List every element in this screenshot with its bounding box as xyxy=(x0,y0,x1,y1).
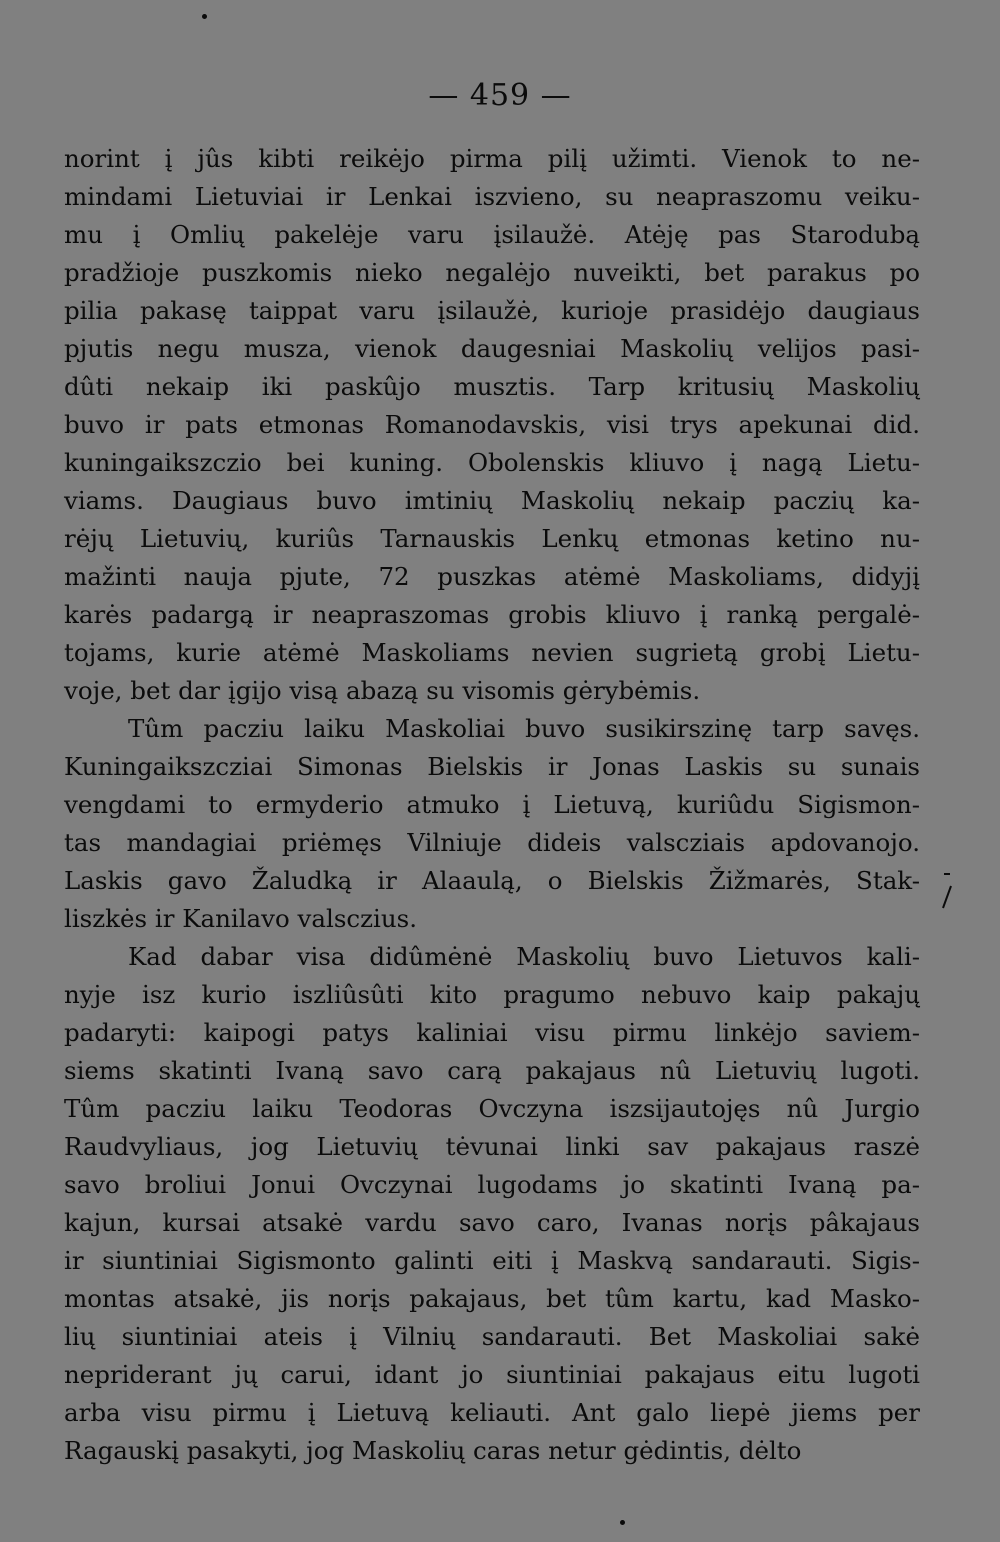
text-line: buvo ir pats etmonas Romanodavskis, visi trys apekunai did. xyxy=(64,410,920,439)
text-line: kajun, kursai atsakė vardu savo caro, Ivanas norįs pâkajaus xyxy=(64,1208,920,1237)
paragraph xyxy=(64,938,920,1470)
text-line: Tûm pacziu laiku Maskoliai buvo susikirszinę tarp savęs. xyxy=(128,714,920,743)
text-line: liszkės ir Kanilavo valsczius. xyxy=(64,904,418,933)
margin-mark xyxy=(938,872,956,912)
paragraph xyxy=(64,140,920,710)
text-line: kuningaikszczio bei kuning. Obolenskis kliuvo į nagą Lietu- xyxy=(64,448,920,477)
page-text xyxy=(64,140,920,1470)
text-line: Tûm pacziu laiku Teodoras Ovczyna iszsijautojęs nû Jurgio xyxy=(64,1094,920,1123)
text-line: arba visu pirmu į Lietuvą keliauti. Ant galo liepė jiems per xyxy=(64,1398,920,1427)
text-line: tojams, kurie atėmė Maskoliams nevien sugrietą grobį Lietu- xyxy=(64,638,920,667)
text-line: pjutis negu musza, vienok daugesniai Maskolių velijos pasi- xyxy=(64,334,920,363)
text-line: nyje isz kurio iszliûsûti kito pragumo nebuvo kaip pakajų xyxy=(64,980,920,1009)
text-line: viams. Daugiaus buvo imtinių Maskolių nekaip paczių ka- xyxy=(64,486,920,515)
text-line: ir siuntiniai Sigismonto galinti eiti į Maskvą sandarauti. Sigis- xyxy=(64,1246,920,1275)
text-line: voje, bet dar įgijo visą abazą su visomis gėrybėmis. xyxy=(64,676,701,705)
text-line: pilia pakasę taippat varu įsilaužė, kurioje prasidėjo daugiaus xyxy=(64,296,920,325)
text-line: pradžioje puszkomis nieko negalėjo nuveikti, bet parakus po xyxy=(64,258,920,287)
text-line: karės padargą ir neapraszomas grobis kliuvo į ranką pergalė- xyxy=(64,600,920,629)
text-line: norint į jûs kibti reikėjo pirma pilį užimti. Vienok to ne- xyxy=(64,144,920,173)
text-line: Laskis gavo Žaludką ir Alaaulą, o Bielskis Žižmarės, Stak- xyxy=(64,866,920,895)
text-line: mažinti nauja pjute, 72 puszkas atėmė Maskoliams, didyjį xyxy=(64,562,920,591)
ink-speck-bottom xyxy=(620,1520,625,1525)
text-line: Kad dabar visa didûmėnė Maskolių buvo Lietuvos kali- xyxy=(128,942,920,971)
text-line: mu į Omlių pakelėje varu įsilaužė. Atėję pas Starodubą xyxy=(64,220,920,249)
text-line: padaryti: kaipogi patys kaliniai visu pirmu linkėjo saviem- xyxy=(64,1018,920,1047)
text-line: nepriderant jų carui, idant jo siuntiniai pakajaus eitu lugoti xyxy=(64,1360,920,1389)
text-line: Kuningaikszcziai Simonas Bielskis ir Jonas Laskis su sunais xyxy=(64,752,920,781)
text-line: siems skatinti Ivaną savo carą pakajaus nû Lietuvių lugoti. xyxy=(64,1056,920,1085)
ink-speck-top xyxy=(202,14,207,19)
text-line: montas atsakė, jis norįs pakajaus, bet tûm kartu, kad Masko- xyxy=(64,1284,920,1313)
text-line: Raudvyliaus, jog Lietuvių tėvunai linki sav pakajaus raszė xyxy=(64,1132,920,1161)
text-line: dûti nekaip iki paskûjo musztis. Tarp kritusių Maskolių xyxy=(64,372,920,401)
text-line: vengdami to ermyderio atmuko į Lietuvą, kuriûdu Sigismon- xyxy=(64,790,920,819)
text-line: lių siuntiniai ateis į Vilnių sandarauti. Bet Maskoliai sakė xyxy=(64,1322,920,1351)
text-line: rėjų Lietuvių, kuriûs Tarnauskis Lenkų etmonas ketino nu- xyxy=(64,524,920,553)
page-number: — 459 — xyxy=(428,78,572,113)
text-line: tas mandagiai priėmęs Vilniuje dideis valscziais apdovanojo. xyxy=(64,828,920,857)
paragraph xyxy=(64,710,920,938)
text-line: Ragauskį pasakyti, jog Maskolių caras netur gėdintis, dėlto xyxy=(64,1436,802,1465)
text-line: mindami Lietuviai ir Lenkai iszvieno, su neapraszomu veiku- xyxy=(64,182,920,211)
text-line: savo broliui Jonui Ovczynai lugodams jo skatinti Ivaną pa- xyxy=(64,1170,920,1199)
